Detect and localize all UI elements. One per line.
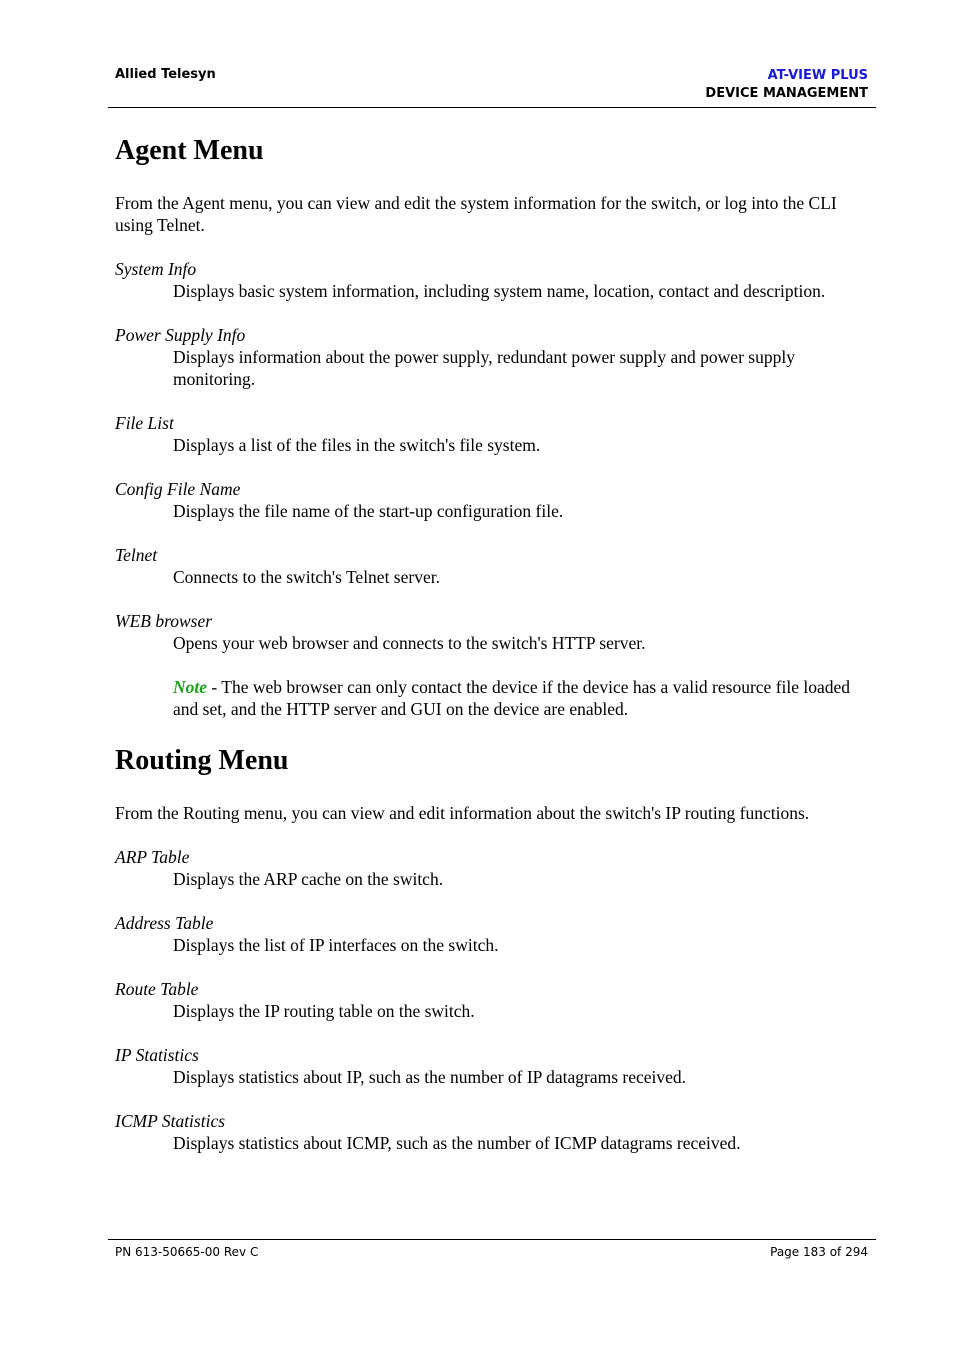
desc-arp-table: Displays the ARP cache on the switch.: [173, 869, 444, 889]
term-web-browser: WEB browser: [115, 611, 213, 631]
header-rule: [108, 107, 876, 108]
header-right: [705, 67, 868, 103]
footer-part-number: PN 613-50665-00 Rev C: [115, 1245, 259, 1259]
desc-web-browser: Opens your web browser and connects to the switch's HTTP server.: [173, 633, 646, 653]
term-icmp-statistics: ICMP Statistics: [115, 1111, 226, 1131]
desc-config-file-name: Displays the file name of the start-up configuration file.: [173, 501, 564, 521]
desc-ip-statistics: Displays statistics about IP, such as the number of IP datagrams received.: [173, 1067, 687, 1087]
desc-system-info: Displays basic system information, including system name, location, contact and description.: [173, 281, 826, 301]
routing-menu-intro: From the Routing menu, you can view and edit information about the switch's IP routing functions.: [115, 803, 810, 823]
term-power-supply-info: Power Supply Info: [115, 325, 246, 345]
term-ip-statistics: IP Statistics: [115, 1045, 199, 1065]
note-paragraph: [173, 676, 875, 720]
desc-route-table: Displays the IP routing table on the switch.: [173, 1001, 475, 1021]
header-company: Allied Telesyn: [115, 67, 216, 82]
term-address-table: Address Table: [115, 913, 214, 933]
desc-power-supply-info: Displays information about the power supply, redundant power supply and power supply monitoring.: [173, 347, 795, 389]
term-file-list: File List: [115, 413, 174, 433]
footer-page-number: Page 183 of 294: [770, 1245, 868, 1259]
desc-icmp-statistics: Displays statistics about ICMP, such as the number of ICMP datagrams received.: [173, 1133, 741, 1153]
term-telnet: Telnet: [115, 545, 158, 565]
note-label: Note: [173, 677, 208, 697]
desc-address-table: Displays the list of IP interfaces on the switch.: [173, 935, 499, 955]
note-text: - The web browser can only contact the device if the device has a valid resource file loaded and set, and the HTTP server and GUI on the device are enabled.: [173, 677, 851, 719]
term-system-info: System Info: [115, 259, 197, 279]
term-arp-table: ARP Table: [115, 847, 190, 867]
term-config-file-name: Config File Name: [115, 479, 241, 499]
routing-menu-title: Routing Menu: [115, 745, 289, 776]
header-product: AT-VIEW PLUS: [767, 68, 868, 83]
term-route-table: Route Table: [115, 979, 199, 999]
page-content: [115, 132, 875, 1176]
agent-menu-title: Agent Menu: [115, 135, 264, 166]
desc-file-list: Displays a list of the files in the switch's file system.: [173, 435, 541, 455]
agent-menu-intro: From the Agent menu, you can view and edit the system information for the switch, or log into the CLI using Telnet.: [115, 193, 837, 235]
footer-rule: [108, 1239, 876, 1240]
header-section: DEVICE MANAGEMENT: [705, 86, 868, 101]
desc-telnet: Connects to the switch's Telnet server.: [173, 567, 440, 587]
